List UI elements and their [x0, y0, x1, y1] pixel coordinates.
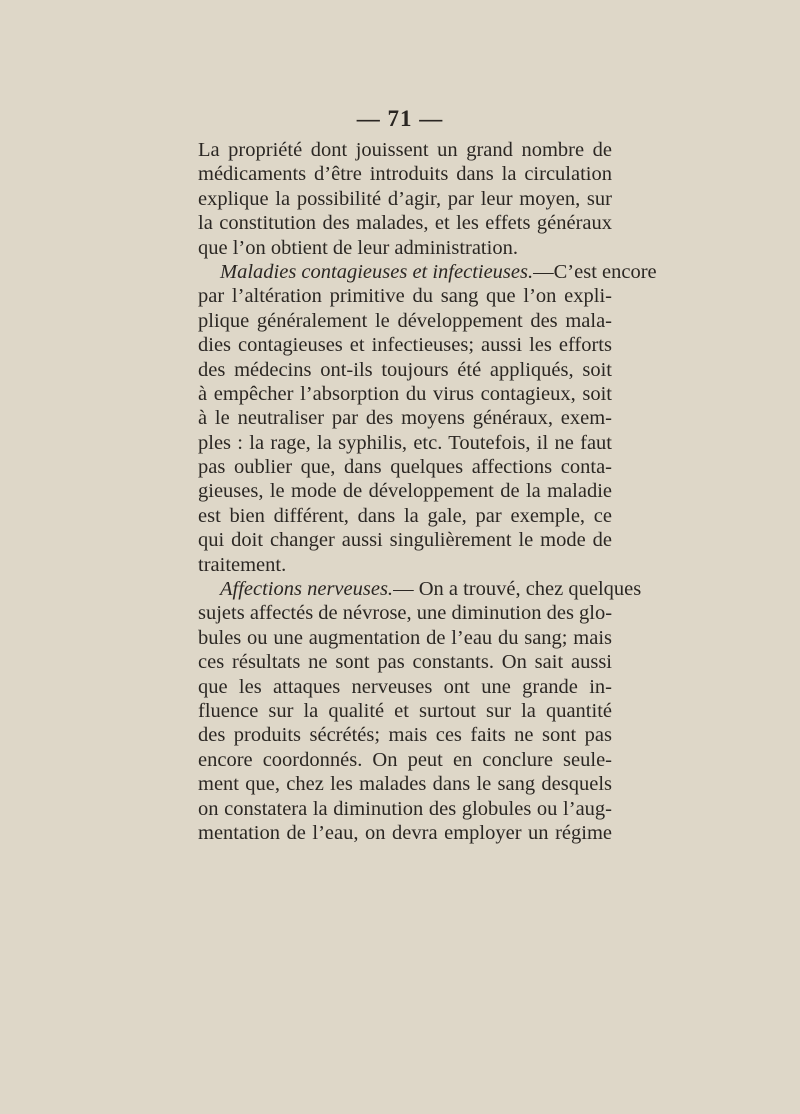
paragraph-2-line-3: plique généralement le développement des mala-	[198, 309, 612, 332]
paragraph-3-line-6: fluence sur la qualité et surtout sur la quantité	[198, 699, 612, 722]
paragraph-1-line-2: médicaments d’être introduits dans la circulation	[198, 163, 612, 186]
paragraph-2-line-10: gieuses, le mode de développement de la maladie	[198, 480, 612, 503]
page-number: — 71 —	[356, 106, 444, 131]
paragraph-2-line-12: qui doit changer aussi singulièrement le mode de	[198, 529, 612, 552]
paragraph-1-line-5: que l’on obtient de leur administration.	[198, 236, 518, 259]
paragraph-2-line-9: pas oublier que, dans quelques affections conta-	[198, 456, 612, 479]
paragraph-3-line-9: ment que, chez les malades dans le sang desquels	[198, 773, 612, 796]
paragraph-3-line-11: mentation de l’eau, on devra employer un régime	[198, 821, 612, 844]
paragraph-3-line-2: sujets affectés de névrose, une diminution des glo-	[198, 602, 613, 625]
paragraph-2-first-line	[198, 260, 657, 284]
paragraph-1-line-3: explique la possibilité d’agir, par leur moyen, sur	[198, 187, 612, 210]
paragraph-2-line-2: par l’altération primitive du sang que l’on expli-	[198, 285, 612, 308]
paragraph-3-line-3: bules ou une augmentation de l’eau du sang; mais	[198, 626, 612, 649]
paragraph-2-line-8: ples : la rage, la syphilis, etc. Toutefois, il ne faut	[198, 431, 612, 454]
paragraph-2-line-4: dies contagieuses et infectieuses; aussi les efforts	[198, 334, 612, 357]
section-heading-maladies-contagieuses: Maladies contagieuses et infectieuses.	[220, 260, 534, 283]
paragraph-3-line-8: encore coordonnés. On peut en conclure seule-	[198, 748, 612, 771]
section-heading-affections-nerveuses: Affections nerveuses.	[220, 578, 394, 601]
body-text	[198, 138, 657, 845]
paragraph-1-line-4: la constitution des malades, et les effets généraux	[198, 212, 612, 235]
paragraph-2-line-11: est bien différent, dans la gale, par exemple, ce	[198, 504, 612, 527]
paragraph-3-line-7: des produits sécrétés; mais ces faits ne sont pas	[198, 724, 612, 747]
paragraph-3-line-4: ces résultats ne sont pas constants. On sait aussi	[198, 651, 612, 674]
paragraph-2-first-line-rest: —C’est encore	[533, 260, 657, 283]
paragraph-2-line-13: traitement.	[198, 553, 287, 576]
paragraph-2-line-7: à le neutraliser par des moyens généraux, exem-	[198, 407, 612, 430]
paragraph-3-line-10: on constatera la diminution des globules ou l’aug-	[198, 797, 612, 820]
paragraph-2-line-6: à empêcher l’absorption du virus contagieux, soit	[198, 382, 612, 405]
paragraph-3-first-line-rest: — On a trouvé, chez quelques	[393, 578, 642, 601]
paragraph-3-line-5: que les attaques nerveuses ont une grande in-	[198, 675, 612, 698]
paragraph-2-line-5: des médecins ont-ils toujours été appliqués, soit	[198, 358, 612, 381]
paragraph-1-line-1: La propriété dont jouissent un grand nombre de	[198, 139, 612, 161]
paragraph-3-first-line	[198, 577, 642, 601]
